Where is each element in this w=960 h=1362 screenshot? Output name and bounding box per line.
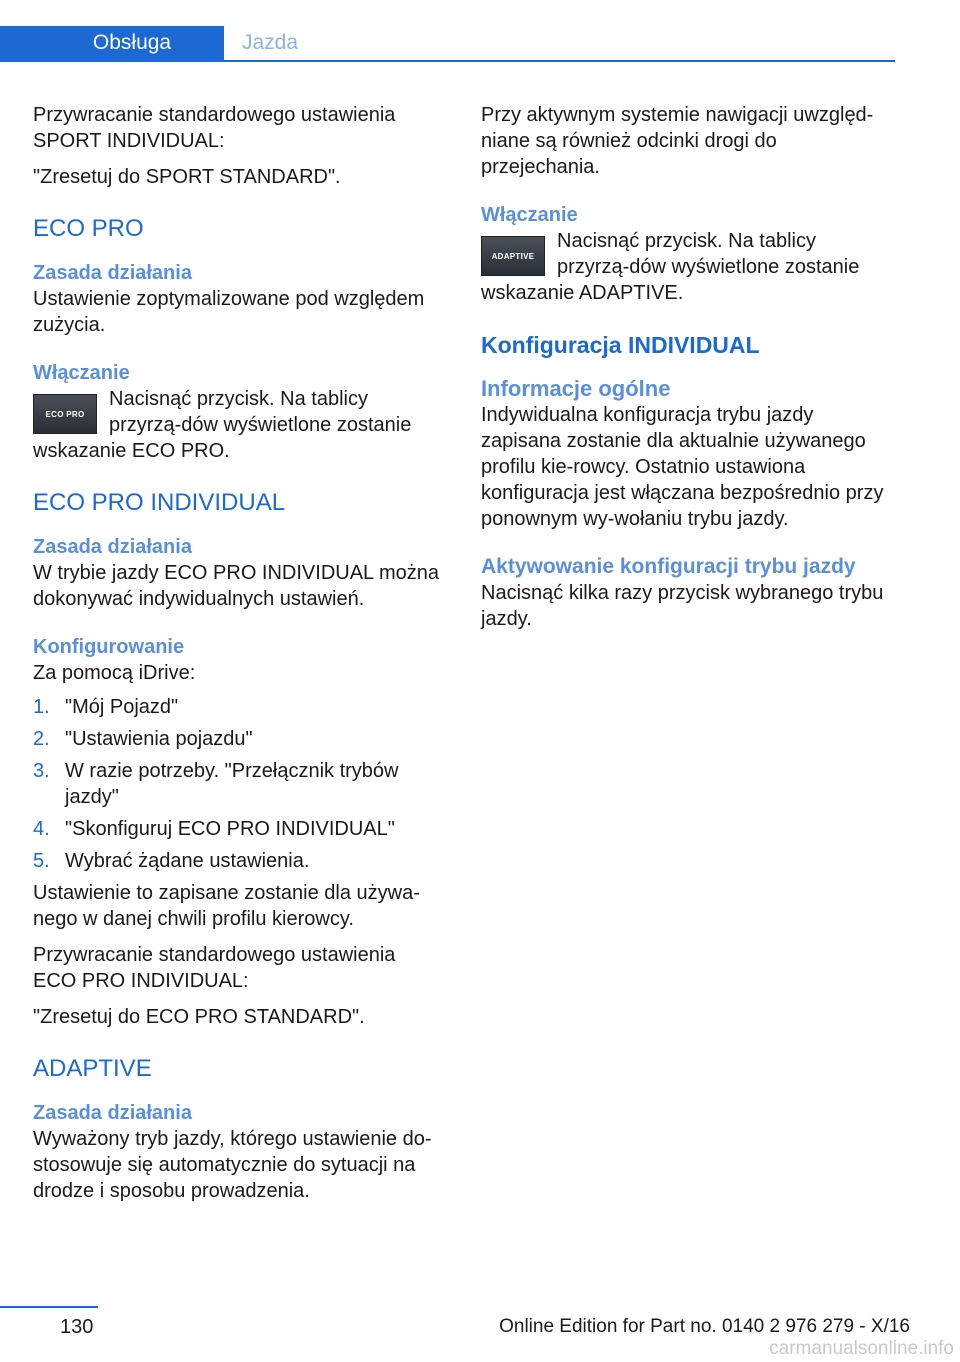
list-item (33, 848, 443, 874)
adaptive-title: ADAPTIVE (33, 1055, 152, 1082)
step-text: "Skonfiguruj ECO PRO INDIVIDUAL" (65, 818, 395, 840)
eco-pro-button-label: ECO PRO (45, 409, 85, 419)
eco-pro-individual-principle-text: W trybie jazdy ECO PRO INDIVIDUAL można dokonywać indywidualnych ustawień. (33, 562, 440, 610)
step-text: Wybrać żądane ustawienia. (65, 850, 310, 872)
eco-reset-command: "Zresetuj do ECO PRO STANDARD". (33, 1006, 365, 1028)
general-info-text: Indywidualna konfiguracja trybu jazdy zapisana zostanie dla aktualnie używanego profilu kie‐rowcy. Ostatnio ustawiona konfiguracja jest włączana bezpośrednio przy ponownym wy‐wołaniu trybu jazdy. (481, 404, 884, 530)
step-number: 4. (33, 818, 50, 840)
step-text: "Ustawienia pojazdu" (65, 728, 253, 750)
header-divider (0, 60, 895, 62)
eco-reset-intro: Przywracanie standardowego ustawienia ECO PRO INDIVIDUAL: (33, 944, 396, 992)
activate-config-heading: Aktywowanie konfiguracji trybu jazdy (481, 555, 856, 578)
list-item (33, 758, 443, 810)
eco-pro-individual-principle-heading: Zasada działania (33, 536, 192, 558)
eco-pro-activation-text: Nacisnąć przycisk. Na tablicy przyrzą‐dów wyświetlone zostanie wskazanie ECO PRO. (33, 388, 412, 462)
list-item (33, 694, 443, 720)
footer-divider (0, 1306, 98, 1308)
step-number: 5. (33, 850, 50, 872)
adaptive-principle-text: Wyważony tryb jazdy, którego ustawienie do‐stosowuje się automatycznie do sytuacji na drodze i sposobu prowadzenia. (33, 1128, 432, 1202)
adaptive-activation-block (481, 228, 891, 306)
config-intro: Za pomocą iDrive: (33, 662, 196, 684)
right-column (481, 102, 891, 632)
tab-obsluga-label: Obsługa (92, 31, 172, 54)
eco-pro-title: ECO PRO (33, 215, 144, 242)
adaptive-activation-heading: Włączanie (481, 204, 578, 226)
page-number: 130 (60, 1316, 94, 1338)
tab-jazda[interactable] (242, 26, 298, 60)
header-tabbar (0, 26, 895, 62)
sport-reset-intro: Przywracanie standardowego ustawienia SPORT INDIVIDUAL: (33, 104, 396, 152)
eco-pro-activation-block (33, 386, 443, 464)
eco-pro-individual-title: ECO PRO INDIVIDUAL (33, 489, 286, 516)
individual-config-title: Konfiguracja INDIVIDUAL (481, 332, 760, 358)
step-text: "Mój Pojazd" (65, 696, 179, 718)
adaptive-activation-text: Nacisnąć przycisk. Na tablicy przyrzą‐dów wyświetlone zostanie wskazanie ADAPTIVE. (481, 230, 860, 304)
list-item (33, 816, 443, 842)
edition-text: Online Edition for Part no. 0140 2 976 279 - X/16 (499, 1316, 910, 1337)
adaptive-button-label: ADAPTIVE (491, 251, 535, 261)
adaptive-principle-heading: Zasada działania (33, 1102, 192, 1124)
eco-pro-button-icon (33, 394, 97, 434)
general-info-heading: Informacje ogólne (481, 376, 671, 401)
adaptive-button-icon (481, 236, 545, 276)
step-number: 1. (33, 696, 50, 718)
navigation-text: Przy aktywnym systemie nawigacji uwzględ‐niane są również odcinki drogi do przejechania. (481, 104, 874, 178)
tab-obsluga[interactable] (0, 26, 224, 60)
step-number: 2. (33, 728, 50, 750)
activate-config-text: Nacisnąć kilka razy przycisk wybranego trybu jazdy. (481, 582, 884, 630)
config-steps (33, 694, 443, 874)
eco-pro-principle-heading: Zasada działania (33, 262, 192, 284)
list-item (33, 726, 443, 752)
eco-pro-activation-heading: Włączanie (33, 362, 130, 384)
left-column (33, 102, 443, 1204)
step-number: 3. (33, 760, 50, 782)
sport-reset-command: "Zresetuj do SPORT STANDARD". (33, 166, 341, 188)
profile-saved-text: Ustawienie to zapisane zostanie dla używa‐nego w danej chwili profilu kierowcy. (33, 882, 420, 930)
step-text: W razie potrzeby. "Przełącznik trybów jazdy" (65, 760, 399, 808)
watermark: carmanualsonline.info (769, 1338, 954, 1359)
config-heading: Konfigurowanie (33, 636, 185, 658)
tab-jazda-label: Jazda (242, 31, 299, 54)
eco-pro-principle-text: Ustawienie zoptymalizowane pod względem zużycia. (33, 288, 425, 336)
